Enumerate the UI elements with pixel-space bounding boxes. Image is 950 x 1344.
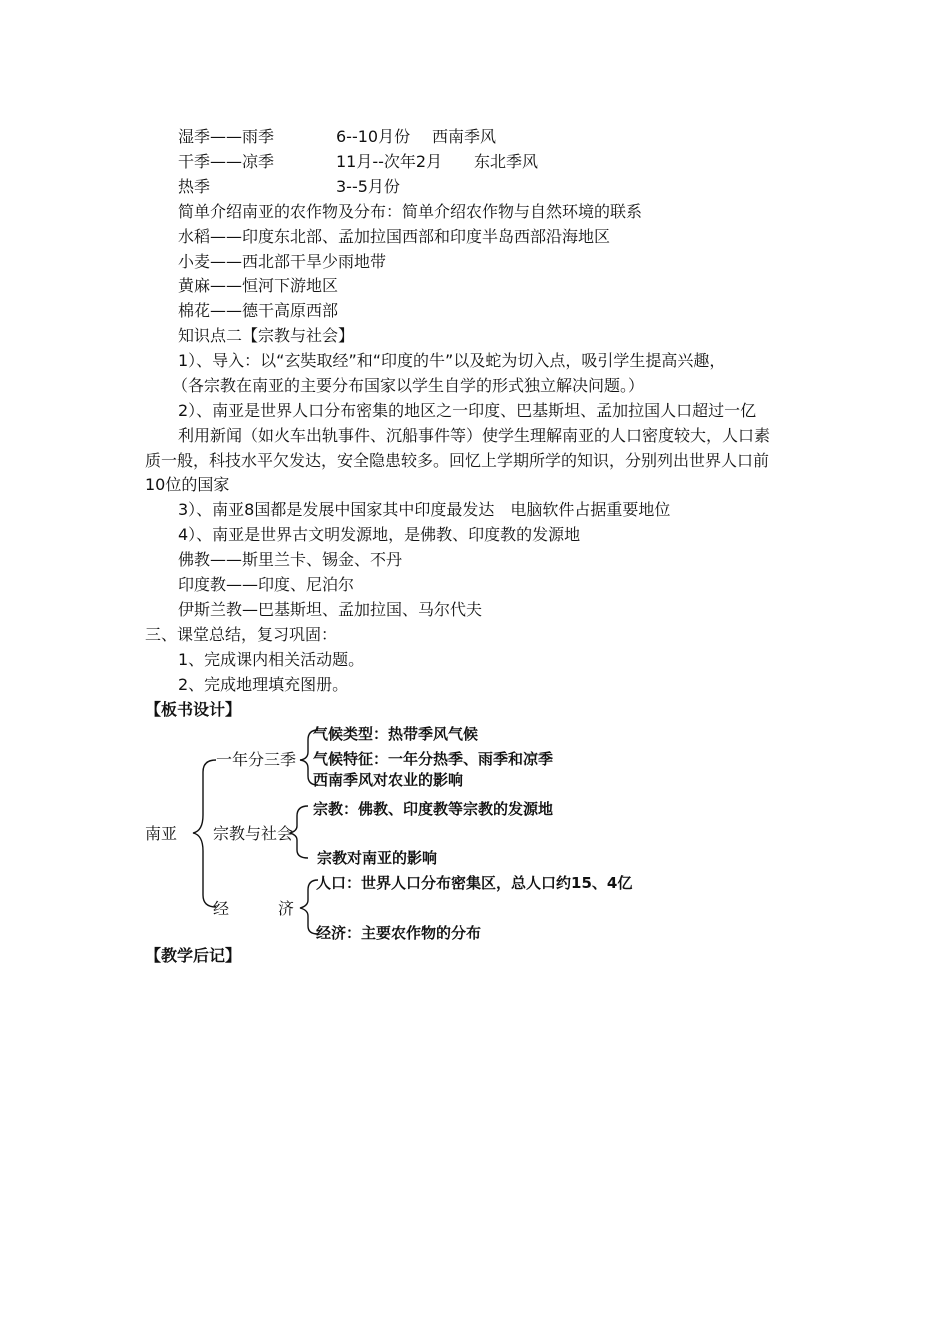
paragraph: 4）、南亚是世界古文明发源地，是佛教、印度教的发源地 <box>178 525 581 544</box>
diagram-leaf: 人口：世界人口分布密集区，总人口约15、4亿 <box>316 874 633 892</box>
section-heading: 三、课堂总结，复习巩固： <box>145 625 338 644</box>
paragraph: 3）、南亚8国都是发展中国家其中印度最发达 电脑软件占据重要地位 <box>178 500 671 519</box>
season-wind: 西南季风 <box>432 127 497 146</box>
season-name: 湿季——雨季 <box>178 127 275 146</box>
paragraph: 1）、导入：以“玄奘取经”和“印度的牛”以及蛇为切入点，吸引学生提高兴趣， <box>178 351 726 370</box>
paragraph: 质一般，科技水平欠发达，安全隐患较多。回忆上学期所学的知识，分别列出世界人口前 <box>145 451 770 470</box>
crops-intro: 简单介绍南亚的农作物及分布：简单介绍农作物与自然环境的联系 <box>178 202 643 221</box>
diagram-branch-economy-a: 经 <box>213 899 230 918</box>
summary-item: 2、完成地理填充图册。 <box>178 675 349 694</box>
summary-item: 1、完成课内相关活动题。 <box>178 650 365 669</box>
season-months: 3--5月份 <box>336 177 400 196</box>
paragraph: 2）、南亚是世界人口分布密集的地区之一印度、巴基斯坦、孟加拉国人口超过一亿 <box>178 401 757 420</box>
diagram-leaf: 宗教对南亚的影响 <box>317 849 438 867</box>
season-months: 6--10月份 <box>336 127 411 146</box>
paragraph: 10位的国家 <box>145 475 230 494</box>
diagram-leaf: 宗教：佛教、印度教等宗教的发源地 <box>313 800 554 818</box>
crop-line: 小麦——西北部干旱少雨地带 <box>178 252 387 271</box>
season-wind: 东北季风 <box>474 152 539 171</box>
season-name: 干季——凉季 <box>178 152 275 171</box>
diagram-leaf: 经济：主要农作物的分布 <box>316 924 482 942</box>
religion-line: 佛教——斯里兰卡、锡金、不丹 <box>178 550 403 569</box>
section-title: 知识点二【宗教与社会】 <box>178 326 355 345</box>
season-name: 热季 <box>178 177 211 196</box>
diagram-leaf: 西南季风对农业的影响 <box>313 771 464 789</box>
diagram-branch-economy-b: 济 <box>278 899 295 918</box>
diagram-root: 南亚 <box>145 824 178 843</box>
crop-line: 棉花——德干高原西部 <box>178 301 339 320</box>
season-months: 11月--次年2月 <box>336 152 443 171</box>
religion-line: 伊斯兰教—巴基斯坦、孟加拉国、马尔代夫 <box>178 600 483 619</box>
diagram-branch-seasons: 一年分三季 <box>216 750 297 769</box>
religion-line: 印度教——印度、尼泊尔 <box>178 575 355 594</box>
paragraph: （各宗教在南亚的主要分布国家以学生自学的形式独立解决问题。） <box>172 376 645 395</box>
paragraph: 利用新闻（如火车出轨事件、沉船事件等）使学生理解南亚的人口密度较大，人口素 <box>178 426 771 445</box>
diagram-leaf: 气候特征：一年分热季、雨季和凉季 <box>313 750 554 768</box>
crop-line: 黄麻——恒河下游地区 <box>178 276 339 295</box>
notes-title: 【教学后记】 <box>145 946 242 965</box>
diagram-leaf: 气候类型：热带季风气候 <box>313 725 479 743</box>
board-title: 【板书设计】 <box>145 700 242 719</box>
crop-line: 水稻——印度东北部、孟加拉国西部和印度半岛西部沿海地区 <box>178 227 611 246</box>
diagram-branch-religion: 宗教与社会 <box>213 824 294 843</box>
